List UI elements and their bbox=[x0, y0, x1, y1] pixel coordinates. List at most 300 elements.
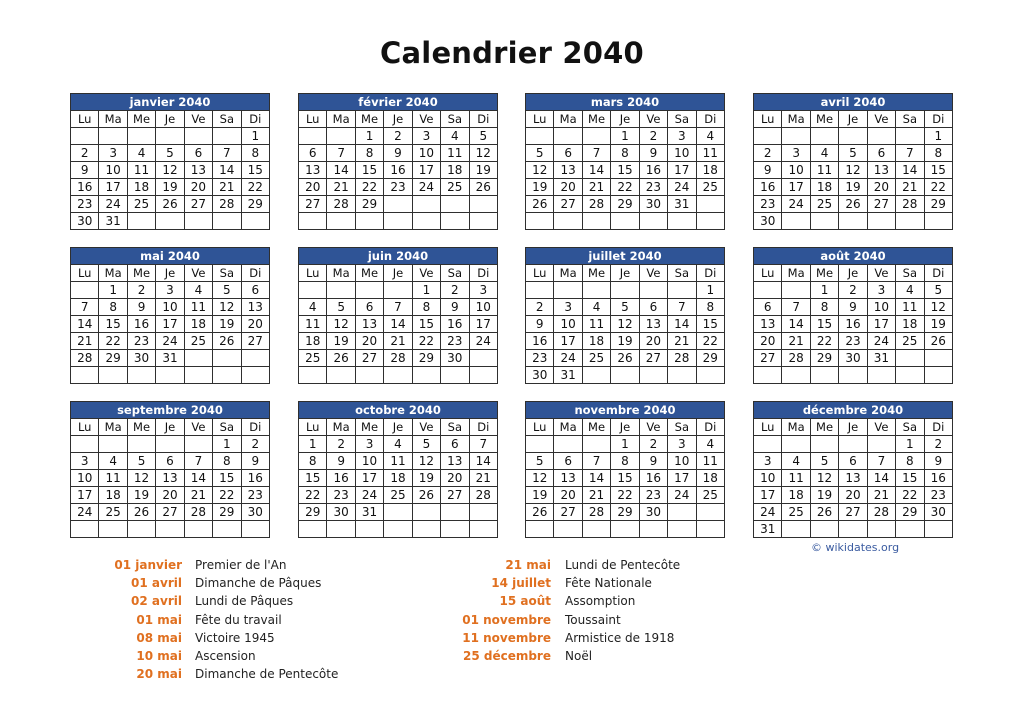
day-cell: 21 bbox=[469, 470, 497, 487]
day-cell: 19 bbox=[924, 316, 952, 333]
month-calendar bbox=[70, 247, 270, 384]
day-cell: 5 bbox=[213, 282, 241, 299]
day-cell bbox=[782, 128, 810, 145]
day-cell: 9 bbox=[127, 299, 155, 316]
day-cell: 2 bbox=[327, 436, 355, 453]
day-cell: 27 bbox=[156, 504, 184, 521]
credit-text[interactable]: © wikidates.org bbox=[811, 541, 900, 554]
day-cell: 23 bbox=[924, 487, 952, 504]
day-cell: 29 bbox=[299, 504, 327, 521]
day-cell: 27 bbox=[184, 196, 212, 213]
day-cell: 20 bbox=[156, 487, 184, 504]
day-cell bbox=[327, 213, 355, 230]
day-cell bbox=[696, 504, 724, 521]
week-row bbox=[754, 299, 953, 316]
day-cell bbox=[611, 282, 639, 299]
weekday-label: Lu bbox=[526, 419, 554, 436]
week-row bbox=[299, 521, 498, 538]
day-cell: 15 bbox=[611, 470, 639, 487]
weekday-label: Di bbox=[924, 265, 952, 282]
day-cell: 9 bbox=[241, 453, 269, 470]
day-cell: 4 bbox=[184, 282, 212, 299]
weekday-label: Ve bbox=[412, 111, 440, 128]
weekday-label: Di bbox=[241, 419, 269, 436]
day-cell: 11 bbox=[299, 316, 327, 333]
day-cell: 23 bbox=[71, 196, 99, 213]
weekday-label: Me bbox=[810, 419, 838, 436]
day-cell bbox=[867, 213, 895, 230]
day-cell bbox=[156, 128, 184, 145]
weekday-label: Ve bbox=[412, 265, 440, 282]
day-cell: 6 bbox=[355, 299, 383, 316]
day-cell: 25 bbox=[299, 350, 327, 367]
day-cell: 5 bbox=[127, 453, 155, 470]
day-cell: 29 bbox=[412, 350, 440, 367]
day-cell: 7 bbox=[71, 299, 99, 316]
month-calendar bbox=[525, 93, 725, 230]
day-cell bbox=[867, 367, 895, 384]
day-cell bbox=[554, 282, 582, 299]
month-header: mars 2040 bbox=[526, 94, 725, 111]
day-cell: 17 bbox=[99, 179, 127, 196]
day-cell: 6 bbox=[184, 145, 212, 162]
day-cell bbox=[867, 436, 895, 453]
weekday-label: Ve bbox=[639, 265, 667, 282]
day-cell: 1 bbox=[611, 128, 639, 145]
day-cell: 6 bbox=[554, 145, 582, 162]
day-cell: 6 bbox=[639, 299, 667, 316]
day-cell: 4 bbox=[299, 299, 327, 316]
day-cell: 22 bbox=[412, 333, 440, 350]
day-cell bbox=[299, 213, 327, 230]
day-cell: 7 bbox=[782, 299, 810, 316]
weekday-label: Lu bbox=[754, 419, 782, 436]
month-header: septembre 2040 bbox=[71, 402, 270, 419]
day-cell bbox=[184, 521, 212, 538]
day-cell: 30 bbox=[526, 367, 554, 384]
weekday-label: Di bbox=[469, 111, 497, 128]
day-cell: 19 bbox=[412, 470, 440, 487]
day-cell: 24 bbox=[99, 196, 127, 213]
weekday-label: Sa bbox=[896, 419, 924, 436]
week-row bbox=[71, 162, 270, 179]
day-cell bbox=[867, 521, 895, 538]
day-cell: 16 bbox=[754, 179, 782, 196]
day-cell bbox=[782, 367, 810, 384]
day-cell: 20 bbox=[299, 179, 327, 196]
day-cell bbox=[839, 213, 867, 230]
day-cell: 2 bbox=[241, 436, 269, 453]
day-cell: 8 bbox=[241, 145, 269, 162]
holiday-name: Dimanche de Pentecôte bbox=[195, 667, 339, 682]
day-cell: 6 bbox=[299, 145, 327, 162]
weekday-label: Me bbox=[810, 111, 838, 128]
day-cell: 3 bbox=[668, 128, 696, 145]
month-header: avril 2040 bbox=[754, 94, 953, 111]
day-cell: 26 bbox=[526, 196, 554, 213]
day-cell: 15 bbox=[810, 316, 838, 333]
day-cell bbox=[469, 367, 497, 384]
day-cell: 17 bbox=[782, 179, 810, 196]
day-cell bbox=[554, 521, 582, 538]
day-cell bbox=[867, 128, 895, 145]
day-cell bbox=[184, 213, 212, 230]
day-cell bbox=[412, 213, 440, 230]
day-cell bbox=[754, 128, 782, 145]
day-cell bbox=[526, 521, 554, 538]
day-cell: 28 bbox=[71, 350, 99, 367]
holiday-date: 08 mai bbox=[136, 630, 182, 645]
day-cell: 19 bbox=[127, 487, 155, 504]
day-cell: 17 bbox=[469, 316, 497, 333]
holiday-date: 02 avril bbox=[131, 594, 182, 609]
day-cell: 7 bbox=[867, 453, 895, 470]
day-cell: 20 bbox=[441, 470, 469, 487]
day-cell: 8 bbox=[355, 145, 383, 162]
day-cell: 16 bbox=[127, 316, 155, 333]
week-row bbox=[71, 521, 270, 538]
weekday-label: Ve bbox=[184, 111, 212, 128]
day-cell bbox=[355, 213, 383, 230]
day-cell: 17 bbox=[412, 162, 440, 179]
holiday-date: 11 novembre bbox=[462, 630, 551, 645]
day-cell bbox=[127, 128, 155, 145]
day-cell: 14 bbox=[582, 162, 610, 179]
day-cell bbox=[839, 521, 867, 538]
holiday-name: Dimanche de Pâques bbox=[195, 576, 322, 591]
day-cell: 16 bbox=[839, 316, 867, 333]
day-cell: 26 bbox=[810, 504, 838, 521]
day-cell: 6 bbox=[241, 282, 269, 299]
day-cell: 16 bbox=[384, 162, 412, 179]
day-cell bbox=[469, 504, 497, 521]
day-cell: 18 bbox=[810, 179, 838, 196]
weekday-label: Ma bbox=[327, 265, 355, 282]
day-cell bbox=[412, 196, 440, 213]
day-cell: 9 bbox=[526, 316, 554, 333]
day-cell: 3 bbox=[71, 453, 99, 470]
week-row bbox=[299, 196, 498, 213]
day-cell bbox=[71, 282, 99, 299]
day-cell: 18 bbox=[184, 316, 212, 333]
week-row bbox=[71, 316, 270, 333]
weekday-label: Ma bbox=[554, 419, 582, 436]
day-cell: 11 bbox=[582, 316, 610, 333]
day-cell: 2 bbox=[639, 128, 667, 145]
day-cell: 14 bbox=[668, 316, 696, 333]
day-cell: 27 bbox=[554, 196, 582, 213]
holiday-name: Assomption bbox=[565, 594, 636, 609]
day-cell: 5 bbox=[469, 128, 497, 145]
day-cell bbox=[213, 213, 241, 230]
day-cell: 13 bbox=[554, 162, 582, 179]
day-cell: 8 bbox=[412, 299, 440, 316]
weekday-label: Me bbox=[127, 265, 155, 282]
day-cell bbox=[896, 128, 924, 145]
day-cell bbox=[469, 196, 497, 213]
day-cell bbox=[441, 196, 469, 213]
day-cell: 29 bbox=[810, 350, 838, 367]
day-cell bbox=[412, 367, 440, 384]
day-cell bbox=[299, 128, 327, 145]
month-header: janvier 2040 bbox=[71, 94, 270, 111]
weekday-label: Sa bbox=[213, 111, 241, 128]
week-row bbox=[526, 145, 725, 162]
day-cell: 8 bbox=[213, 453, 241, 470]
weekday-label: Sa bbox=[896, 265, 924, 282]
day-cell: 26 bbox=[156, 196, 184, 213]
week-row bbox=[526, 299, 725, 316]
day-cell: 12 bbox=[810, 470, 838, 487]
day-cell: 14 bbox=[71, 316, 99, 333]
weekday-label: Ma bbox=[782, 419, 810, 436]
weekday-label: Sa bbox=[213, 265, 241, 282]
day-cell: 25 bbox=[441, 179, 469, 196]
week-row bbox=[754, 316, 953, 333]
week-row bbox=[299, 436, 498, 453]
holiday-name: Fête du travail bbox=[195, 612, 282, 627]
day-cell bbox=[582, 128, 610, 145]
day-cell bbox=[582, 213, 610, 230]
day-cell: 12 bbox=[611, 316, 639, 333]
day-cell: 24 bbox=[71, 504, 99, 521]
day-cell: 22 bbox=[213, 487, 241, 504]
day-cell: 22 bbox=[924, 179, 952, 196]
day-cell: 15 bbox=[241, 162, 269, 179]
day-cell: 19 bbox=[213, 316, 241, 333]
day-cell: 18 bbox=[99, 487, 127, 504]
day-cell: 12 bbox=[127, 470, 155, 487]
day-cell: 22 bbox=[696, 333, 724, 350]
day-cell: 23 bbox=[754, 196, 782, 213]
week-row bbox=[71, 367, 270, 384]
day-cell: 8 bbox=[810, 299, 838, 316]
month-header: décembre 2040 bbox=[754, 402, 953, 419]
day-cell: 31 bbox=[156, 350, 184, 367]
day-cell bbox=[611, 521, 639, 538]
day-cell: 5 bbox=[327, 299, 355, 316]
day-cell: 25 bbox=[582, 350, 610, 367]
weekday-label: Ve bbox=[412, 419, 440, 436]
day-cell: 4 bbox=[696, 128, 724, 145]
day-cell: 27 bbox=[241, 333, 269, 350]
week-row bbox=[71, 436, 270, 453]
day-cell bbox=[639, 213, 667, 230]
day-cell: 12 bbox=[924, 299, 952, 316]
day-cell: 21 bbox=[184, 487, 212, 504]
day-cell: 4 bbox=[696, 436, 724, 453]
day-cell bbox=[299, 367, 327, 384]
weekday-label: Je bbox=[156, 111, 184, 128]
week-row bbox=[71, 299, 270, 316]
day-cell bbox=[384, 213, 412, 230]
day-cell: 10 bbox=[782, 162, 810, 179]
day-cell: 1 bbox=[241, 128, 269, 145]
day-cell: 8 bbox=[99, 299, 127, 316]
day-cell: 17 bbox=[668, 162, 696, 179]
weekday-label: Ve bbox=[184, 265, 212, 282]
day-cell: 8 bbox=[611, 145, 639, 162]
week-row bbox=[526, 453, 725, 470]
day-cell: 18 bbox=[127, 179, 155, 196]
day-cell: 12 bbox=[213, 299, 241, 316]
weekday-label: Sa bbox=[668, 111, 696, 128]
month-header: octobre 2040 bbox=[299, 402, 498, 419]
day-cell: 16 bbox=[71, 179, 99, 196]
day-cell: 21 bbox=[213, 179, 241, 196]
day-cell: 11 bbox=[99, 470, 127, 487]
day-cell: 21 bbox=[782, 333, 810, 350]
day-cell bbox=[668, 213, 696, 230]
day-cell: 20 bbox=[754, 333, 782, 350]
week-row bbox=[71, 145, 270, 162]
day-cell: 2 bbox=[384, 128, 412, 145]
day-cell: 26 bbox=[924, 333, 952, 350]
day-cell: 28 bbox=[327, 196, 355, 213]
day-cell bbox=[839, 436, 867, 453]
week-row bbox=[299, 316, 498, 333]
day-cell: 13 bbox=[355, 316, 383, 333]
day-cell bbox=[441, 213, 469, 230]
weekday-label: Di bbox=[241, 265, 269, 282]
day-cell: 15 bbox=[213, 470, 241, 487]
day-cell: 2 bbox=[839, 282, 867, 299]
day-cell: 24 bbox=[156, 333, 184, 350]
day-cell: 13 bbox=[554, 470, 582, 487]
week-row bbox=[754, 453, 953, 470]
day-cell: 7 bbox=[582, 453, 610, 470]
day-cell: 24 bbox=[554, 350, 582, 367]
page-title: Calendrier 2040 bbox=[380, 36, 644, 70]
day-cell bbox=[469, 521, 497, 538]
day-cell: 17 bbox=[668, 470, 696, 487]
day-cell: 10 bbox=[469, 299, 497, 316]
day-cell bbox=[896, 350, 924, 367]
day-cell: 31 bbox=[355, 504, 383, 521]
day-cell: 28 bbox=[867, 504, 895, 521]
weekday-label: Ma bbox=[99, 265, 127, 282]
day-cell: 16 bbox=[639, 162, 667, 179]
day-cell: 7 bbox=[213, 145, 241, 162]
week-row bbox=[754, 213, 953, 230]
week-row bbox=[299, 145, 498, 162]
day-cell: 10 bbox=[867, 299, 895, 316]
weekday-label: Lu bbox=[754, 265, 782, 282]
day-cell bbox=[384, 504, 412, 521]
day-cell: 9 bbox=[71, 162, 99, 179]
month-header: juillet 2040 bbox=[526, 248, 725, 265]
day-cell bbox=[441, 367, 469, 384]
day-cell bbox=[554, 436, 582, 453]
day-cell bbox=[782, 282, 810, 299]
day-cell: 27 bbox=[299, 196, 327, 213]
day-cell bbox=[355, 367, 383, 384]
day-cell: 1 bbox=[896, 436, 924, 453]
day-cell: 9 bbox=[327, 453, 355, 470]
weekday-label: Je bbox=[384, 111, 412, 128]
day-cell: 4 bbox=[441, 128, 469, 145]
day-cell bbox=[156, 436, 184, 453]
day-cell: 4 bbox=[896, 282, 924, 299]
day-cell: 27 bbox=[839, 504, 867, 521]
day-cell: 31 bbox=[99, 213, 127, 230]
weekday-label: Me bbox=[582, 111, 610, 128]
day-cell bbox=[327, 282, 355, 299]
day-cell: 9 bbox=[441, 299, 469, 316]
day-cell: 1 bbox=[355, 128, 383, 145]
day-cell: 5 bbox=[839, 145, 867, 162]
day-cell: 27 bbox=[554, 504, 582, 521]
day-cell: 13 bbox=[867, 162, 895, 179]
weekday-label: Sa bbox=[441, 419, 469, 436]
month-header: août 2040 bbox=[754, 248, 953, 265]
day-cell: 18 bbox=[782, 487, 810, 504]
weekday-label: Me bbox=[127, 111, 155, 128]
week-row bbox=[71, 179, 270, 196]
week-row bbox=[754, 162, 953, 179]
day-cell: 10 bbox=[754, 470, 782, 487]
day-cell: 6 bbox=[156, 453, 184, 470]
day-cell: 2 bbox=[639, 436, 667, 453]
day-cell: 4 bbox=[810, 145, 838, 162]
day-cell: 11 bbox=[127, 162, 155, 179]
day-cell: 1 bbox=[924, 128, 952, 145]
day-cell: 30 bbox=[441, 350, 469, 367]
day-cell: 15 bbox=[611, 162, 639, 179]
month-calendar bbox=[525, 401, 725, 538]
weekday-label: Sa bbox=[213, 419, 241, 436]
weekday-label: Ve bbox=[639, 111, 667, 128]
day-cell: 15 bbox=[896, 470, 924, 487]
day-cell: 19 bbox=[327, 333, 355, 350]
day-cell bbox=[611, 213, 639, 230]
day-cell bbox=[782, 521, 810, 538]
weekday-label: Lu bbox=[754, 111, 782, 128]
day-cell: 3 bbox=[554, 299, 582, 316]
day-cell bbox=[355, 282, 383, 299]
day-cell bbox=[213, 350, 241, 367]
day-cell: 4 bbox=[99, 453, 127, 470]
holiday-name: Lundi de Pentecôte bbox=[565, 558, 681, 572]
day-cell bbox=[754, 367, 782, 384]
week-row bbox=[71, 196, 270, 213]
day-cell: 7 bbox=[896, 145, 924, 162]
day-cell: 29 bbox=[99, 350, 127, 367]
day-cell: 8 bbox=[299, 453, 327, 470]
week-row bbox=[526, 162, 725, 179]
day-cell: 21 bbox=[582, 179, 610, 196]
day-cell bbox=[639, 282, 667, 299]
day-cell: 16 bbox=[924, 470, 952, 487]
day-cell: 30 bbox=[241, 504, 269, 521]
day-cell: 22 bbox=[810, 333, 838, 350]
day-cell: 5 bbox=[924, 282, 952, 299]
week-row bbox=[754, 487, 953, 504]
month-calendar bbox=[298, 247, 498, 384]
day-cell: 4 bbox=[127, 145, 155, 162]
day-cell: 2 bbox=[924, 436, 952, 453]
day-cell bbox=[469, 213, 497, 230]
day-cell bbox=[384, 367, 412, 384]
weekday-label: Je bbox=[384, 419, 412, 436]
day-cell bbox=[526, 436, 554, 453]
week-row bbox=[71, 282, 270, 299]
day-cell bbox=[582, 436, 610, 453]
day-cell: 5 bbox=[526, 453, 554, 470]
day-cell: 30 bbox=[71, 213, 99, 230]
day-cell: 6 bbox=[867, 145, 895, 162]
day-cell: 20 bbox=[355, 333, 383, 350]
